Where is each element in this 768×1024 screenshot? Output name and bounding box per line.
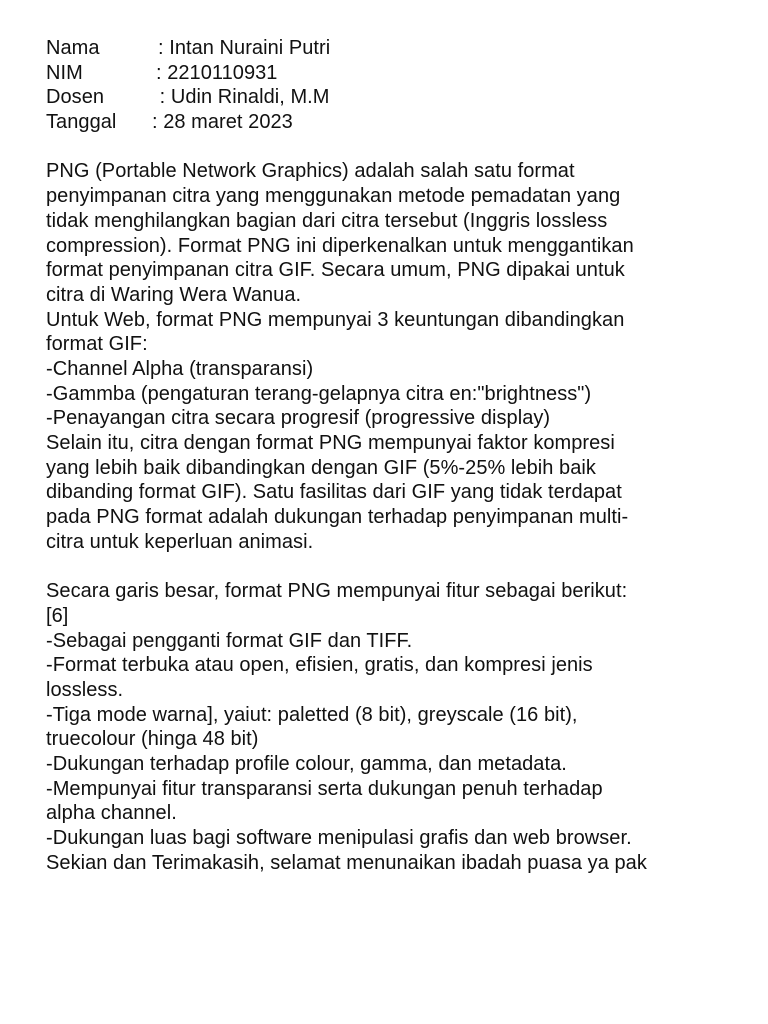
list-item: -Channel Alpha (transparansi) xyxy=(46,357,314,380)
meta-row-nama xyxy=(46,36,746,61)
text-line: citra di Waring Wera Wanua. xyxy=(46,283,302,306)
nama-value: : Intan Nuraini Putri xyxy=(158,37,331,59)
blank-line xyxy=(46,554,746,579)
list-item: -Sebagai pengganti format GIF dan TIFF. xyxy=(46,629,413,652)
text-line: PNG (Portable Network Graphics) adalah salah satu format xyxy=(46,160,575,183)
meta-row-tanggal xyxy=(46,110,746,135)
tanggal-label: Tanggal xyxy=(46,111,117,134)
text-line: compression). Format PNG ini diperkenalkan untuk menggantikan xyxy=(46,234,634,257)
list-item: -Mempunyai fitur transparansi serta dukungan penuh terhadap xyxy=(46,777,603,800)
list-item: -Dukungan terhadap profile colour, gamma, dan metadata. xyxy=(46,752,567,775)
text-line: penyimpanan citra yang menggunakan metode pemadatan yang xyxy=(46,185,621,208)
paragraph-png-intro xyxy=(46,159,746,554)
meta-row-nim xyxy=(46,61,746,86)
text-line: yang lebih baik dibandingkan dengan GIF (5%-25% lebih baik xyxy=(46,456,596,479)
dosen-value: : Udin Rinaldi, M.M xyxy=(154,86,330,109)
list-item: -Format terbuka atau open, efisien, gratis, dan kompresi jenis xyxy=(46,654,593,677)
text-line: citra untuk keperluan animasi. xyxy=(46,530,314,553)
list-item: -Penayangan citra secara progresif (progressive display) xyxy=(46,407,551,430)
dosen-label: Dosen xyxy=(46,86,105,109)
nim-value: : 2210110931 xyxy=(156,61,278,84)
text-line: Untuk Web, format PNG mempunyai 3 keuntungan dibandingkan xyxy=(46,308,625,331)
list-item: -Gammba (pengaturan terang-gelapnya citra en:"brightness") xyxy=(46,382,592,405)
text-line: format penyimpanan citra GIF. Secara umum, PNG dipakai untuk xyxy=(46,259,625,282)
text-line: alpha channel. xyxy=(46,802,177,825)
nim-label: NIM xyxy=(46,61,83,84)
text-line: dibanding format GIF). Satu fasilitas dari GIF yang tidak terdapat xyxy=(46,481,622,504)
nama-label: Nama xyxy=(46,37,100,59)
text-line: lossless. xyxy=(46,678,124,701)
document-page xyxy=(46,36,746,875)
text-line: Secara garis besar, format PNG mempunyai fitur sebagai berikut: xyxy=(46,580,628,603)
text-line: [6] xyxy=(46,604,69,627)
text-line: truecolour (hinga 48 bit) xyxy=(46,728,259,751)
text-line: Selain itu, citra dengan format PNG mempunyai faktor kompresi xyxy=(46,432,615,454)
blank-line xyxy=(46,135,746,160)
text-line: format GIF: xyxy=(46,333,148,356)
tanggal-value: : 28 maret 2023 xyxy=(152,111,293,134)
list-item: -Tiga mode warna], yaiut: paletted (8 bit), greyscale (16 bit), xyxy=(46,703,578,726)
text-line: tidak menghilangkan bagian dari citra tersebut (Inggris lossless xyxy=(46,209,608,232)
closing-line: Sekian dan Terimakasih, selamat menunaikan ibadah puasa ya pak xyxy=(46,851,647,874)
text-line: pada PNG format adalah dukungan terhadap penyimpanan multi- xyxy=(46,506,629,529)
paragraph-png-features xyxy=(46,579,746,875)
meta-row-dosen xyxy=(46,85,746,110)
list-item: -Dukungan luas bagi software menipulasi grafis dan web browser. xyxy=(46,827,632,849)
